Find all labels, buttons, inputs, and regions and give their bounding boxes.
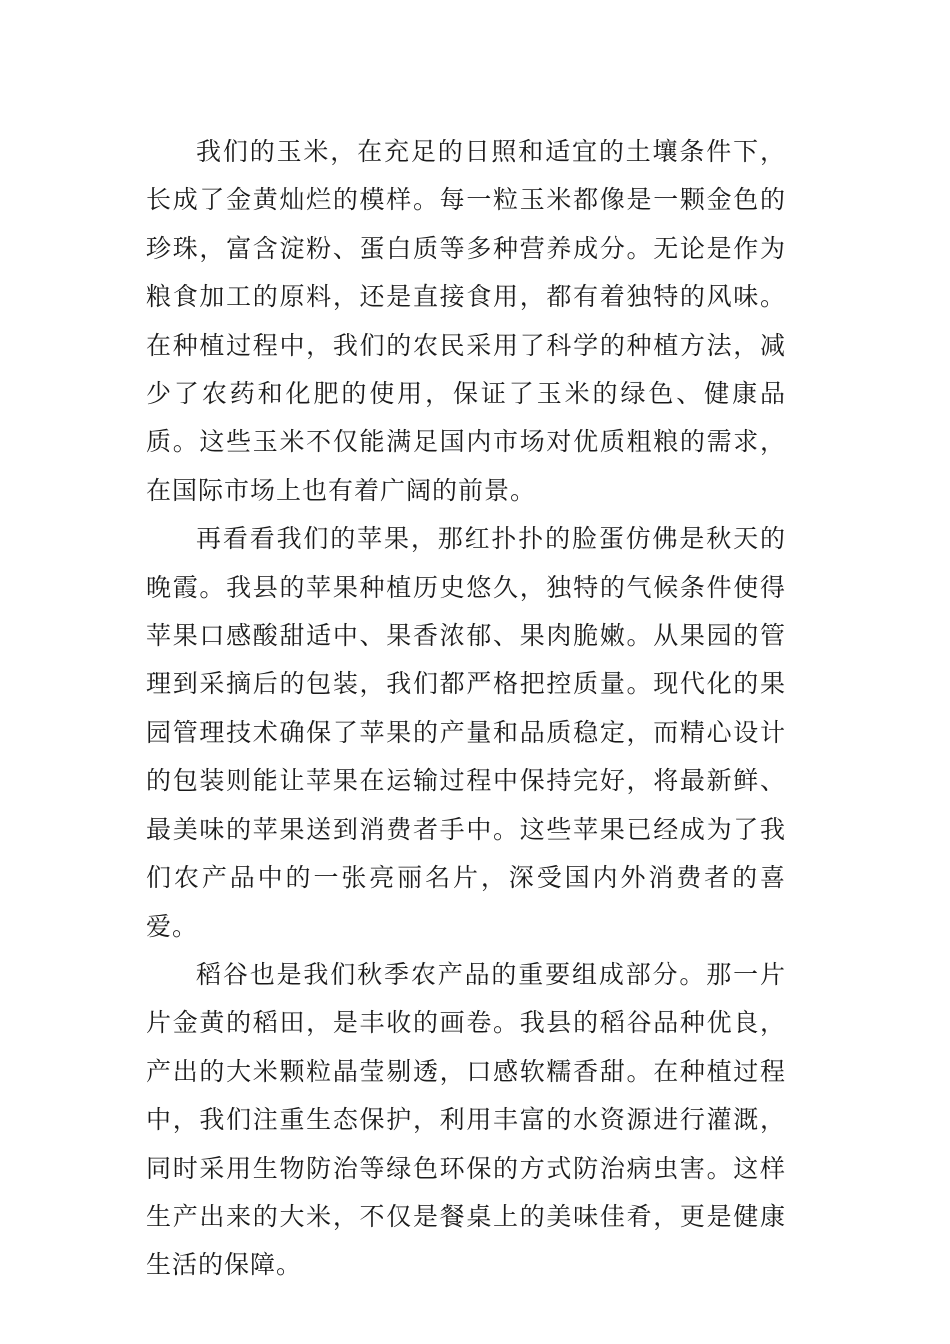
- paragraph-corn: 我们的玉米，在充足的日照和适宜的土壤条件下，长成了金黄灿烂的模样。每一粒玉米都像是一颗金色的珍珠，富含淀粉、蛋白质等多种营养成分。无论是作为粮食加工的原料，还是直接食用，都有着独特的风味。在种植过程中，我们的农民采用了科学的种植方法，减少了农药和化肥的使用，保证了玉米的绿色、健康品质。这些玉米不仅能满足国内市场对优质粗粮的需求，在国际市场上也有着广阔的前景。: [146, 137, 786, 505]
- document-body: [146, 128, 786, 1290]
- paragraph-rice: 稻谷也是我们秋季农产品的重要组成部分。那一片片金黄的稻田，是丰收的画卷。我县的稻谷品种优良，产出的大米颗粒晶莹剔透，口感软糯香甜。在种植过程中，我们注重生态保护，利用丰富的水资源进行灌溉，同时采用生物防治等绿色环保的方式防治病虫害。这样生产出来的大米，不仅是餐桌上的美味佳肴，更是健康生活的保障。: [146, 959, 786, 1280]
- paragraph-apple: 再看看我们的苹果，那红扑扑的脸蛋仿佛是秋天的晚霞。我县的苹果种植历史悠久，独特的气候条件使得苹果口感酸甜适中、果香浓郁、果肉脆嫩。从果园的管理到采摘后的包装，我们都严格把控质量。现代化的果园管理技术确保了苹果的产量和品质稳定，而精心设计的包装则能让苹果在运输过程中保持完好，将最新鲜、最美味的苹果送到消费者手中。这些苹果已经成为了我们农产品中的一张亮丽名片，深受国内外消费者的喜爱。: [146, 524, 786, 941]
